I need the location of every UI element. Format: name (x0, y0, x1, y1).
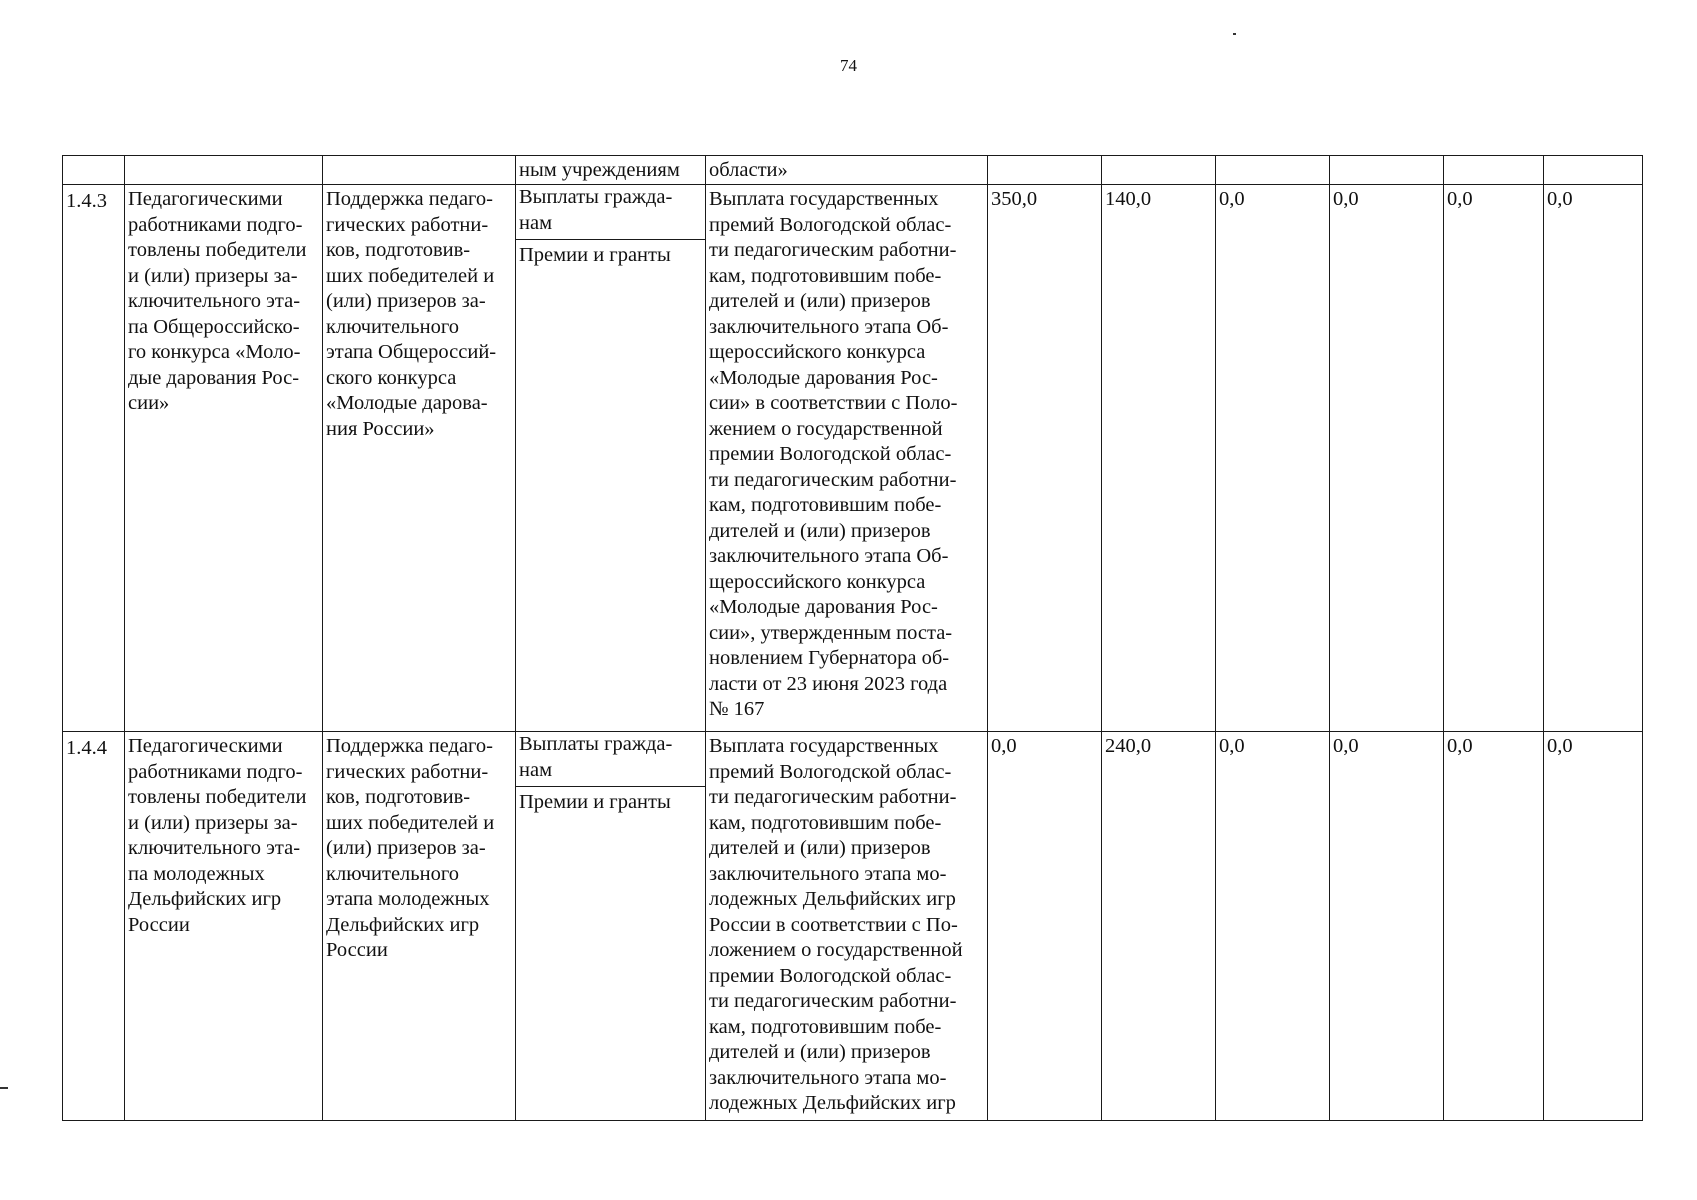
expense-type-top: Выплаты гражда- нам (516, 732, 705, 787)
cell-measure (323, 156, 516, 185)
cell-value (1102, 156, 1216, 185)
table-row (63, 185, 1643, 732)
continued-row (63, 156, 1643, 185)
value-cell: 0,0 (1216, 185, 1330, 732)
expense-type-bottom: Премии и гранты (519, 791, 671, 813)
scan-speck (0, 1087, 8, 1089)
cell-type: ным учреждениям (516, 156, 706, 185)
row-number: 1.4.3 (63, 185, 125, 732)
expense-type-cell (516, 185, 706, 732)
cell-value (1330, 156, 1444, 185)
result-text: Педагогическими работниками подго- товлены победители и (или) призеры за- ключительного эта- па молодежных Дельфийских игр России (125, 732, 323, 1121)
value-cell: 0,0 (1444, 185, 1544, 732)
table-row (63, 732, 1643, 1121)
value-cell: 0,0 (1330, 185, 1444, 732)
value-cell: 0,0 (988, 732, 1102, 1121)
cell-value (1216, 156, 1330, 185)
description-text: Выплата государственных премий Вологодской облас- ти педагогическим работни- кам, подготовившим побе- дителей и (или) призеров заключительного этапа мо- лодежных Дельфийских игр России в соответствии с По- ложением о государственной премии Вологодской облас- ти педагогическим работни- кам, подготовившим побе- дителей и (или) призеров заключительного этапа мо- лодежных Дельфийских игр (706, 732, 988, 1121)
cell-description: области» (706, 156, 988, 185)
value-cell: 350,0 (988, 185, 1102, 732)
expense-type-cell (516, 732, 706, 1121)
expense-type-bottom: Премии и гранты (519, 244, 671, 266)
cell-num (63, 156, 125, 185)
program-table (62, 155, 1643, 1121)
row-number: 1.4.4 (63, 732, 125, 1121)
cell-value (1444, 156, 1544, 185)
value-cell: 240,0 (1102, 732, 1216, 1121)
value-cell: 0,0 (1444, 732, 1544, 1121)
scan-speck (1233, 33, 1236, 35)
value-cell: 0,0 (1544, 185, 1643, 732)
cell-value (1544, 156, 1643, 185)
cell-value (988, 156, 1102, 185)
page-number: 74 (840, 56, 857, 75)
value-cell: 0,0 (1330, 732, 1444, 1121)
value-cell: 0,0 (1544, 732, 1643, 1121)
cell-result (125, 156, 323, 185)
measure-text: Поддержка педаго- гических работни- ков, подготовив- ших победителей и (или) призеров за- ключительного этапа молодежных Дельфийских игр России (323, 732, 516, 1121)
value-cell: 140,0 (1102, 185, 1216, 732)
result-text: Педагогическими работниками подго- товлены победители и (или) призеры за- ключительного эта- па Общероссийско- го конкурса «Моло- дые дарования Рос- сии» (125, 185, 323, 732)
measure-text: Поддержка педаго- гических работни- ков, подготовив- ших победителей и (или) призеров за- ключительного этапа Общероссий- ского конкурса «Молодые дарова- ния России» (323, 185, 516, 732)
expense-type-top: Выплаты гражда- нам (516, 185, 705, 240)
description-text: Выплата государственных премий Вологодской облас- ти педагогическим работни- кам, подготовившим побе- дителей и (или) призеров заключительного этапа Об- щероссийского конкурса «Молодые дарования Рос- сии» в соответствии с Поло- жением о государственной премии Вологодской облас- ти педагогическим работни- кам, подготовившим побе- дителей и (или) призеров заключительного этапа Об- щероссийского конкурса «Молодые дарования Рос- сии», утвержденным поста- новлением Губернатора об- ласти от 23 июня 2023 года № 167 (706, 185, 988, 732)
value-cell: 0,0 (1216, 732, 1330, 1121)
